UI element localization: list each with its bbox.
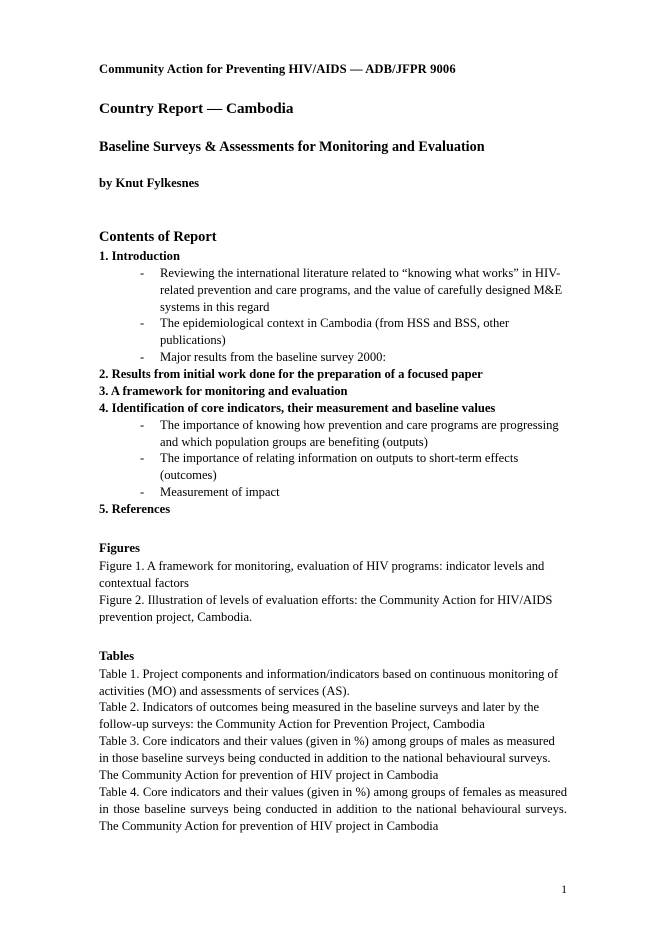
dash-bullet-icon: - — [140, 451, 145, 466]
dash-bullet-icon: - — [140, 265, 145, 280]
contents-bullet-list — [99, 265, 567, 366]
contents-section — [99, 248, 567, 366]
figures-heading: Figures — [99, 540, 140, 555]
figure-entry: Figure 1. A framework for monitoring, evaluation of HIV programs: indicator levels and contextual factors — [99, 559, 545, 590]
table-entry: Table 1. Project components and information/indicators based on continuous monitoring of activities (MO) and assessments of services (AS). — [99, 666, 559, 698]
dash-bullet-icon: - — [140, 316, 145, 331]
dash-bullet-icon: - — [140, 350, 145, 365]
title-block — [99, 0, 567, 192]
contents-section — [99, 501, 567, 518]
contents-of-report-section — [99, 228, 567, 518]
dash-bullet-icon: - — [140, 485, 145, 500]
contents-bullet-text: Measurement of impact — [160, 485, 280, 500]
contents-section — [99, 400, 567, 501]
contents-section — [99, 383, 567, 400]
contents-heading: Contents of Report — [99, 229, 217, 246]
dash-bullet-icon: - — [140, 417, 145, 432]
contents-section-label: 4. Identification of core indicators, their measurement and baseline values — [99, 400, 496, 415]
contents-bullet — [99, 484, 567, 501]
contents-section — [99, 366, 567, 383]
author-byline: by Knut Fylkesnes — [99, 176, 200, 191]
contents-bullet — [99, 450, 567, 484]
contents-bullet-text: The importance of knowing how prevention and care programs are progressing and which population groups are benefiting (outputs) — [160, 417, 559, 449]
contents-bullet-text: Major results from the baseline survey 2000: — [160, 350, 386, 365]
document-header-title: Community Action for Preventing HIV/AIDS — ADB/JFPR 9006 — [99, 62, 456, 76]
page-number: 1 — [561, 884, 567, 896]
table-entry: Table 2. Indicators of outcomes being measured in the baseline surveys and later by the follow-up surveys: the Community Action for Prevention Project, Cambodia — [99, 700, 540, 732]
contents-bullet — [99, 417, 567, 451]
contents-bullet — [99, 349, 567, 366]
tables-heading: Tables — [99, 648, 135, 663]
contents-section-label: 1. Introduction — [99, 248, 180, 263]
contents-bullet — [99, 315, 567, 349]
contents-list — [99, 248, 567, 518]
contents-bullet-text: Reviewing the international literature related to “knowing what works” in HIV-related prevention and care programs, and the value of carefully designed M&E systems in this regard — [160, 265, 563, 314]
contents-bullet-text: The importance of relating information on outputs to short-term effects (outcomes) — [160, 451, 519, 483]
contents-section-label: 3. A framework for monitoring and evaluation — [99, 383, 348, 398]
contents-section-label: 2. Results from initial work done for the preparation of a focused paper — [99, 367, 483, 382]
page-content — [99, 0, 567, 834]
table-entry: Table 3. Core indicators and their values (given in %) among groups of males as measured in those baseline surveys being conducted in addition to the national behavioural surveys. The Community Action for prevention of HIV project in Cambodia — [99, 734, 555, 782]
report-subtitle: Baseline Surveys & Assessments for Monitoring and Evaluation — [99, 138, 485, 155]
report-title: Country Report — Cambodia — [99, 99, 294, 117]
table-entry: Table 4. Core indicators and their values (given in %) among groups of females as measured in those baseline surveys being conducted in addition to the national behavioural surveys. The Community Action for prevention of HIV project in Cambodia — [99, 784, 567, 833]
contents-bullet-list — [99, 417, 567, 501]
contents-bullet-text: The epidemiological context in Cambodia (from HSS and BSS, other publications) — [160, 316, 510, 348]
figure-entry: Figure 2. Illustration of levels of evaluation efforts: the Community Action for HIV/AIDS prevention project, Cambodia. — [99, 592, 553, 624]
contents-section-label: 5. References — [99, 502, 171, 517]
contents-bullet — [99, 265, 567, 316]
tables-section — [99, 648, 567, 835]
figures-section — [99, 540, 567, 626]
